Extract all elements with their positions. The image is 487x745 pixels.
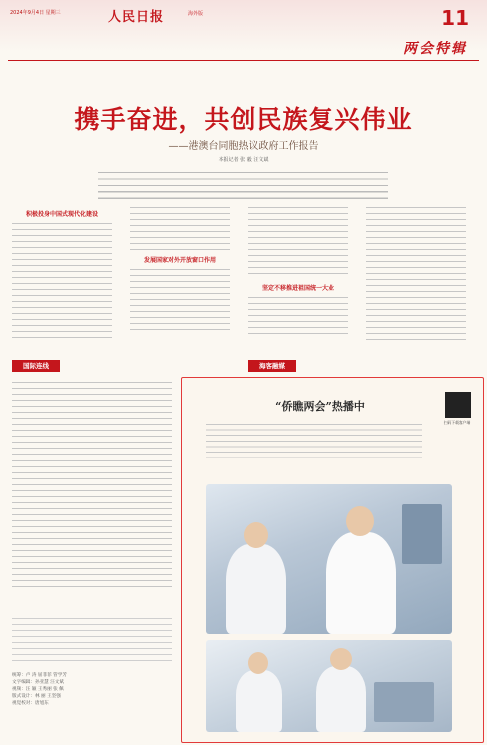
column-1 <box>12 205 112 339</box>
subheadline: ——港澳台同胞热议政府工作报告 <box>168 141 319 152</box>
column-heading: 积极投身中国式现代化建设 <box>25 211 98 218</box>
lead-paragraph <box>98 170 388 200</box>
column-text <box>130 205 230 251</box>
machine-unit <box>374 682 434 722</box>
credits-block <box>12 672 172 707</box>
person-figure <box>326 532 396 634</box>
byline: 本报记者 张 毅 汪文斌 <box>218 157 269 163</box>
credit-line: 视觉校对：唐旭东 <box>12 701 49 706</box>
photo-workshop-scene[interactable] <box>206 640 452 732</box>
equipment-rack <box>402 504 442 564</box>
masthead <box>0 0 487 57</box>
column-heading: 发展国家对外开放窗口作用 <box>143 257 216 264</box>
section-tag-right: 海客融媒 <box>248 360 296 372</box>
column-text <box>248 295 348 335</box>
column-3 <box>248 205 348 335</box>
left-article <box>12 380 172 592</box>
person-head <box>244 522 268 548</box>
credit-line: 文字编辑：孙亚慧 汪文斌 <box>12 680 64 685</box>
video-feature-panel[interactable] <box>181 377 484 743</box>
credit-line: 统筹：卢 涛 屈菲菲 管学芳 <box>12 673 67 678</box>
credit-line: 版式设计：林 丽 王坚强 <box>12 694 61 699</box>
column-heading: 坚定不移推进祖国统一大业 <box>261 285 334 292</box>
credit-line: 视频：汪 颖 王秀丽 张 佩 <box>12 687 64 692</box>
column-text <box>130 267 230 333</box>
person-head <box>248 652 268 674</box>
column-text <box>366 205 466 345</box>
column-text <box>12 221 112 339</box>
section-tag-left: 国际连线 <box>12 360 60 372</box>
person-figure <box>316 666 366 732</box>
paper-logo: 人民日报 <box>108 10 165 25</box>
panel-text <box>206 422 422 458</box>
column-text <box>248 205 348 279</box>
person-head <box>346 506 374 536</box>
section-title: 两会特辑 <box>403 41 467 57</box>
top-divider <box>8 60 479 61</box>
left-article-text <box>12 380 172 592</box>
person-figure <box>226 544 286 634</box>
notes-list <box>12 616 172 662</box>
panel-title: “侨瞧两会”热播中 <box>275 400 365 413</box>
paper-edition: 海外版 <box>188 11 204 17</box>
qr-code-icon[interactable] <box>445 392 471 418</box>
page-number: 11 <box>441 6 469 30</box>
issue-date: 2024年9月4日 星期三 <box>10 10 61 16</box>
photo-lab-scene[interactable] <box>206 484 452 634</box>
main-headline: 携手奋进，共创民族复兴伟业 <box>74 105 413 134</box>
qr-caption: 扫码下载客户端 <box>443 420 471 425</box>
person-figure <box>236 670 282 732</box>
column-2 <box>130 205 230 333</box>
column-4 <box>366 205 466 345</box>
person-head <box>330 648 352 670</box>
